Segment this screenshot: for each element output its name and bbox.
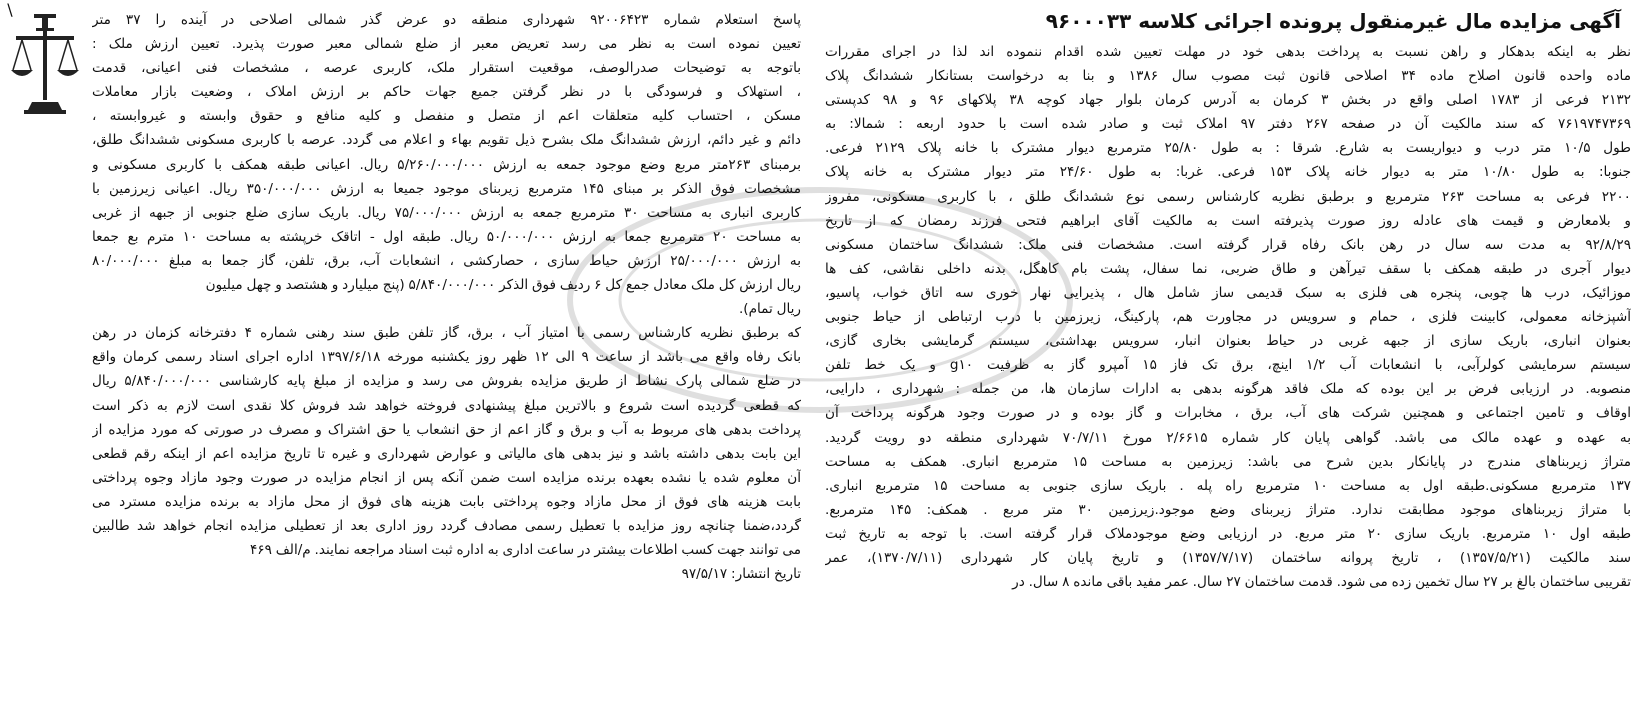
text-line: نظر به اینکه بدهکار و راهن نسبت به پرداخت بدهی خود در مهلت تعیین شده اقدام ننموده اند لذا در اجرای مقررات — [825, 44, 1631, 60]
text-line: می توانند جهت کسب اطلاعات بیشتر در ساعت اداری به اداره ثبت اسناد مراجعه نمایند. م/الف ۴۶۹ — [250, 542, 801, 559]
text-line: کاربری انباری به مساحت ۳۰ مترمربع جمعه به ارزش ۷۵/۰۰۰/۰۰۰ ریال. باریک سازی ضلع جنوبی از جبهه از غربی — [92, 204, 801, 221]
text-line: در ضلع شمالی پارک نشاط از طریق مزایده بفروش می رسد و مزایده از مبلغ پایه کارشناسی ۵/۸۴۰/۰۰۰/۰۰۰ ریال — [92, 373, 801, 390]
text-line: متراژ زیربناهای مندرج در پایانکار بدین شرح می باشد: زیرزمین به مساحت ۱۵ مترمربع انباری. همکف به مساحت — [825, 453, 1631, 470]
text-line: طبقه اول ۱۰ مترمربع. باریک سازی ۲۰ متر مربع. در ارزیابی وضع موجودملاک قرار گرفته است. با توجه به تاریخ ثبت — [825, 525, 1631, 542]
text-line: به مساحت ۲۰ مترمربع جمعا به ارزش ۵۰/۰۰۰/۰۰۰ ریال. طبقه اول - اتاقک خرپشته به مساحت ۱۰ مترم بع جمعا — [92, 228, 801, 245]
corner-mark-icon: \ — [7, 0, 13, 19]
text-line: که برطبق نظریه کارشناس رسمی با امتیاز آب ، برق، گاز تلفن طبق سند رهنی شماره ۴ دفترخانه کزمان در رهن — [92, 325, 801, 342]
justice-scales-icon — [10, 10, 80, 120]
text-line: ، استهلاک و فرسودگی با در نظر گرفتن جمیع جهات حاکم بر ارزش املاک ، وضعیت بازار معاملات — [92, 84, 801, 101]
text-line: آشپزخانه معمولی، کابینت فلزی ، حمام و سرویس در مجاورت هم، پارکینگ، زیرزمین با درب ارتباطی از حیاط جنوبی — [825, 309, 1631, 326]
text-line: پرداخت بدهی های مربوط به آب و برق و گاز اعم از حق انشعاب یا حق اشتراک و مصرف در صورتی که مورد مزایده از — [92, 421, 801, 438]
right-column — [819, 0, 1647, 705]
text-line: موزائیک، درب ها چوبی، پنجره هی فلزی به سبک قدیمی ساز شامل هال ، پذیرایی نهار خوری سه اتاق خواب، پاسیو، — [825, 284, 1631, 301]
text-line: برمبنای ۲۶۳متر مربع وضع موجود جمعه به ارزش ۵/۲۶۰/۰۰۰/۰۰۰ ریال. اعیانی طبقه همکف با کاربری مسکونی و — [92, 156, 801, 173]
text-line: که قطعی گردیده است شروع و بالاترین مبلغ پیشنهادی فروخته خواهد شد فروش کلا نقدی است لازم به ذکر است — [92, 397, 801, 414]
text-line: طول ۱۰/۵ متر درب و دیواریست به شارع. شرقا : به طول ۲۵/۸۰ مترمربع دیوار مشترک با خانه پلاک ۲۱۲۹ فرعی. — [825, 140, 1631, 157]
text-line: بابت هزینه های فوق از محل مازاد وجوه پرداختی بابت هزینه های فوق از محل مازاد به برنده مزایده مسترد می — [92, 493, 801, 510]
text-line: ۲۱۳۲ فرعی از ۱۷۸۳ اصلی واقع در بخش ۳ کرمان به آدرس کرمان بلوار جهاد کوچه ۳۸ پلاکهای ۹۶ و ۹۸ کدپستی — [825, 92, 1631, 109]
text-line: سند مالکیت (۱۳۵۷/۵/۲۱) ، تاریخ پروانه ساختمان (۱۳۵۷/۷/۱۷) و تاریخ پایان کار شهرداری (۱۳۷۰/۷/۱۱)، عمر — [825, 549, 1631, 566]
text-line: باتوجه به توضیحات صدرالوصف، موقعیت استقرار ملک، کاربری عرصه ، مشخصات فنی اعیانی، قدمت — [92, 60, 801, 77]
text-line: تاریخ انتشار: ۹۷/۵/۱۷ — [681, 566, 801, 583]
left-column — [0, 0, 815, 705]
text-line: جنوبا: به طول ۱۰/۸۰ متر به دیوار خانه پلاک ۱۵۳ فرعی. غربا: به طول ۲۴/۶۰ متر دیوار مشترک به خانه پلاک — [825, 164, 1631, 181]
text-line: مشخصات فوق الذکر بر مبنای ۱۴۵ مترمربع زیربنای موجود جمیعا به ارزش ۳۵۰/۰۰۰/۰۰۰ ریال. اعیانی زیرزمین با — [92, 180, 801, 197]
text-line: پاسخ استعلام شماره ۹۲۰۰۶۴۲۳ شهرداری منطقه دو عرض گذر شمالی اصلاحی در آینده را ۳۷ متر — [92, 12, 801, 28]
text-line: ۱۳۷ مترمربع مسکونی.طبقه اول به مساحت ۱۰ مترمربع راه پله . باریک سازی جنوبی به مساحت ۱۵ مترمربع انباری. — [825, 477, 1631, 494]
left-column-text — [92, 8, 801, 586]
notice-title: آگهی مزایده مال غیرمنقول پرونده اجرائی کلاسه ۹۶۰۰۰۳۳ — [1045, 9, 1621, 33]
text-line: این بابت بدهی داشته باشد و نیز بدهی های مالیاتی و عوارض شهرداری و غیره تا تاریخ مزایده اعم از اینکه رقم قطعی — [92, 445, 801, 462]
text-line: تعیین نموده است به نظر می رسد تعریض معبر از ضلع شمالی معبر صورت پذیرد. تعیین ارزش ملک : — [92, 36, 801, 53]
text-line: بانک رفاه واقع می باشد از ساعت ۹ الی ۱۲ ظهر روز یکشنبه مورخه ۱۳۹۷/۶/۱۸ اداره اجرای اسناد رسمی کرمان واقع — [92, 349, 801, 366]
text-line: ماده واحده قانون اصلاح ماده ۳۴ اصلاحی قانون ثبت مصوب سال ۱۳۸۶ و بنا به درخواست بستانکار ششدانگ پلاک — [825, 68, 1631, 85]
text-line: تقریبی ساختمان بالغ بر ۲۷ سال تخمین زده می شود. قدمت ساختمان ۲۷ سال. عمر مفید باقی مانده ۸ سال. در — [1012, 574, 1631, 591]
text-line: مسکن ، احتساب کلیه متعلقات اعم از متصل و منفصل و کلیه منافع و حقوق وابسته و غیروابسته ، — [92, 108, 801, 125]
right-column-text — [825, 40, 1631, 594]
text-line: به عهده و عهده مالک می باشد. گواهی پایان کار شماره ۲/۶۶۱۵ مورخ ۷۰/۷/۱۱ شهرداری منطقه دو رویت گردید. — [825, 429, 1631, 446]
text-line: گردد،ضمنا چنانچه روز مزایده با تعطیل رسمی مصادف گردد روز اداری بعد از تعطیلی مزایده انجام خواهد شد طالبین — [92, 517, 801, 534]
text-line: ۹۲/۸/۲۹ به مدت سه سال در رهن بانک رفاه قرار گرفته است. مشخصات فنی ملک: ششدانگ ساختمان مسکونی — [825, 236, 1631, 253]
text-line: ریال ارزش کل ملک معادل جمع کل ۶ ردیف فوق الذکر ۵/۸۴۰/۰۰۰/۰۰۰ (پنج میلیارد و هشتصد و چهل میلیون — [205, 277, 801, 294]
text-line: دیوار آجری در طبقه همکف با سقف تیرآهن و طاق ضربی، نما سفال، پشت بام کاهگل، بدنه داخلی نقاشی، کف ها — [825, 260, 1631, 277]
text-line: ریال تمام). — [738, 301, 801, 318]
text-line: آن معلوم شده یا نشده بعهده برنده مزایده است ضمن آنکه پس از انجام مزایده در صورت وجود مازاد وجوه پرداختی — [92, 469, 801, 486]
text-line: به ارزش ۲۵/۰۰۰/۰۰۰ ارزش حیاط سازی ، حصارکشی ، انشعابات آب، برق، تلفن، گاز جمعا به مبلغ ۸۰/۰۰۰/۰۰۰ — [92, 252, 801, 269]
text-line: منصوبه. در ارزیابی فرض بر این بوده که ملک فاقد هرگونه بدهی به ادارات سازمان ها، من جمله : شهرداری ، دارایی، — [825, 381, 1631, 398]
text-line: اوقاف و تامین اجتماعی و همچنین شرکت های آب، برق ، مخابرات و گاز بوده و در صورت وجود هرگونه پرداخت آن — [825, 405, 1631, 422]
text-line: و بلامعارض و قیمت های عادله روز صورت پذیرفته است به مالکیت آقای ابراهیم فتحی فرزند رمضان که از تاریخ — [825, 212, 1631, 229]
text-line: دائم و غیر دائم، ارزش ششدانگ ملک بشرح ذیل تقویم بهاء و اعلام می گردد. عرصه با کاربری مسکونی ششدانگ طلق، — [92, 132, 801, 149]
text-line: با متراژ زیربناهای موجود مطابقت ندارد. متراژ زیربنای وضع موجود.زیرزمین ۳۰ متر مربع . همکف: ۱۴۵ مترمربع. — [825, 501, 1631, 518]
text-line: سیستم سرمایشی کولرآبی، با انشعابات آب ۱/۲ اینچ، برق تک فاز ۱۵ آمپرو گاز به ظرفیت g۱۰ و یک خط تلفن — [825, 357, 1631, 374]
text-line: ۷۶۱۹۷۴۷۳۶۹ که سند مالکیت آن در صفحه ۲۶۷ دفتر ۹۷ املاک ثبت و صادر شده است با حدود اربعه : شمالا: به — [825, 116, 1631, 133]
text-line: ۲۲۰۰ فرعی به مساحت ۲۶۳ مترمربع و برطبق نظریه کارشناس رسمی نوع ششدانگ طلق ، با کاربری مسکونی، مفروز — [825, 188, 1631, 205]
text-line: بعنوان انباری، باریک سازی از جبهه غربی در حیاط بعنوان انبار، سرویس بهداشتی، سیستم گرمایشی بخاری گازی، — [825, 333, 1631, 350]
